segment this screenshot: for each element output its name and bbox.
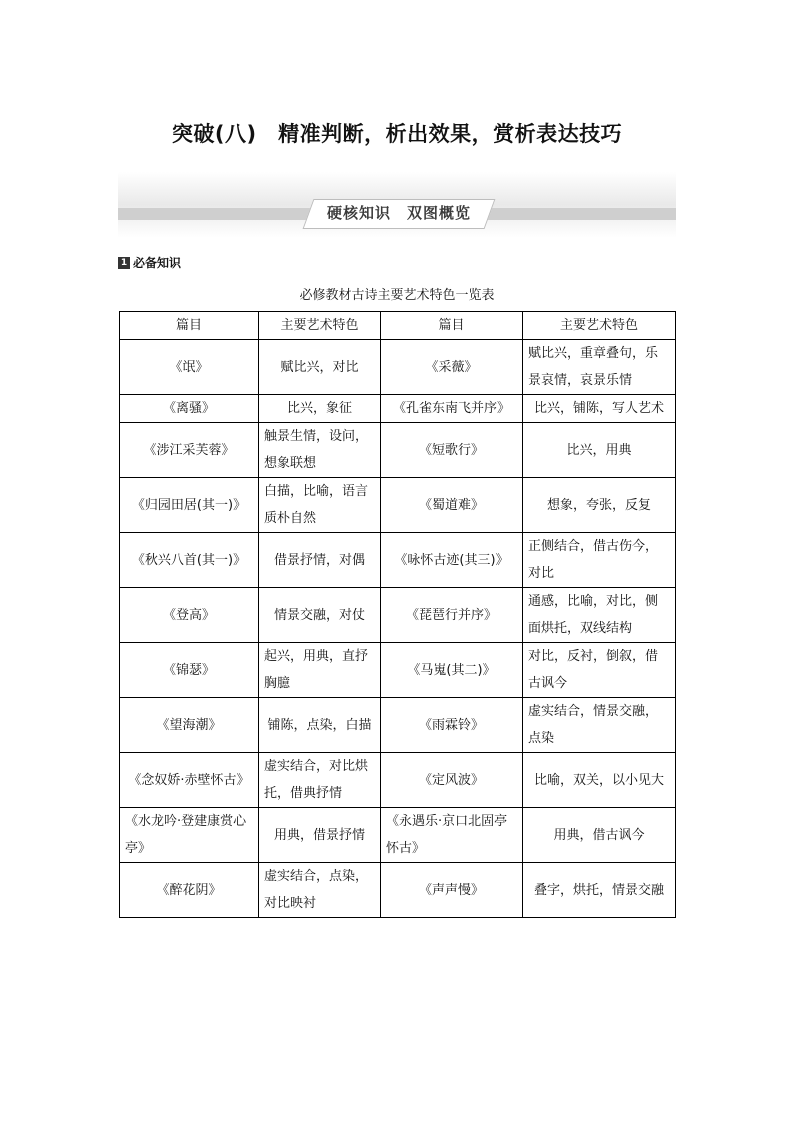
header-cell: 篇目 [381, 312, 523, 340]
table-row [120, 533, 676, 588]
poem-title-cell: 《短歌行》 [381, 423, 523, 478]
poem-title-cell: 《声声慢》 [381, 863, 523, 918]
table-row [120, 863, 676, 918]
section-heading [118, 255, 181, 271]
feature-cell: 通感，比喻，对比，侧面烘托，双线结构 [523, 588, 676, 643]
table-row [120, 588, 676, 643]
header-cell: 主要艺术特色 [523, 312, 676, 340]
poem-title-cell: 《蜀道难》 [381, 478, 523, 533]
feature-cell: 白描，比喻，语言质朴自然 [259, 478, 381, 533]
poem-title-cell: 《登高》 [120, 588, 259, 643]
feature-cell: 起兴，用典，直抒胸臆 [259, 643, 381, 698]
feature-cell: 比兴，铺陈，写人艺术 [523, 395, 676, 423]
poem-title-cell: 《永遇乐·京口北固亭怀古》 [381, 808, 523, 863]
poem-title-cell: 《定风波》 [381, 753, 523, 808]
poem-title-cell: 《归园田居(其一)》 [120, 478, 259, 533]
feature-cell: 借景抒情，对偶 [259, 533, 381, 588]
poem-title-cell: 《雨霖铃》 [381, 698, 523, 753]
poem-title-cell: 《醉花阴》 [120, 863, 259, 918]
feature-cell: 叠字，烘托，情景交融 [523, 863, 676, 918]
poem-title-cell: 《水龙吟·登建康赏心亭》 [120, 808, 259, 863]
feature-cell: 想象，夸张，反复 [523, 478, 676, 533]
feature-cell: 虚实结合，对比烘托，借典抒情 [259, 753, 381, 808]
feature-cell: 比兴，用典 [523, 423, 676, 478]
feature-cell: 情景交融，对仗 [259, 588, 381, 643]
table-header-row [120, 312, 676, 340]
feature-cell: 对比，反衬，倒叙，借古讽今 [523, 643, 676, 698]
poem-title-cell: 《采薇》 [381, 340, 523, 395]
table-row [120, 753, 676, 808]
poem-title-cell: 《氓》 [120, 340, 259, 395]
poem-title-cell: 《锦瑟》 [120, 643, 259, 698]
feature-cell: 虚实结合，点染，对比映衬 [259, 863, 381, 918]
table-row [120, 698, 676, 753]
feature-cell: 触景生情，设问，想象联想 [259, 423, 381, 478]
poem-title-cell: 《孔雀东南飞并序》 [381, 395, 523, 423]
table-row [120, 395, 676, 423]
header-cell: 篇目 [120, 312, 259, 340]
section-label: 必备知识 [133, 256, 182, 270]
poem-title-cell: 《念奴娇·赤壁怀古》 [120, 753, 259, 808]
poem-title-cell: 《马嵬(其二)》 [381, 643, 523, 698]
table-caption: 必修教材古诗主要艺术特色一览表 [299, 288, 495, 303]
feature-cell: 正侧结合，借古伤今，对比 [523, 533, 676, 588]
table-row [120, 478, 676, 533]
feature-cell: 用典，借古讽今 [523, 808, 676, 863]
header-cell: 主要艺术特色 [259, 312, 381, 340]
poem-title-cell: 《秋兴八首(其一)》 [120, 533, 259, 588]
poem-title-cell: 《望海潮》 [120, 698, 259, 753]
feature-cell: 虚实结合，情景交融，点染 [523, 698, 676, 753]
feature-cell: 赋比兴，对比 [259, 340, 381, 395]
art-features-table [119, 311, 676, 918]
poem-title-cell: 《琵琶行并序》 [381, 588, 523, 643]
poem-title-cell: 《咏怀古迹(其三)》 [381, 533, 523, 588]
table-row [120, 423, 676, 478]
feature-cell: 铺陈，点染，白描 [259, 698, 381, 753]
feature-cell: 用典，借景抒情 [259, 808, 381, 863]
feature-cell: 赋比兴，重章叠句，乐景哀情，哀景乐情 [523, 340, 676, 395]
table-row [120, 340, 676, 395]
page-title: 突破(八) 精准判断，析出效果，赏析表达技巧 [171, 122, 623, 146]
section-number-badge: 1 [118, 257, 130, 269]
table-row [120, 808, 676, 863]
section-banner [118, 172, 676, 238]
poem-title-cell: 《离骚》 [120, 395, 259, 423]
poem-title-cell: 《涉江采芙蓉》 [120, 423, 259, 478]
feature-cell: 比喻，双关，以小见大 [523, 753, 676, 808]
table-row [120, 643, 676, 698]
banner-title: 硬核知识 双图概览 [326, 204, 471, 222]
feature-cell: 比兴，象征 [259, 395, 381, 423]
